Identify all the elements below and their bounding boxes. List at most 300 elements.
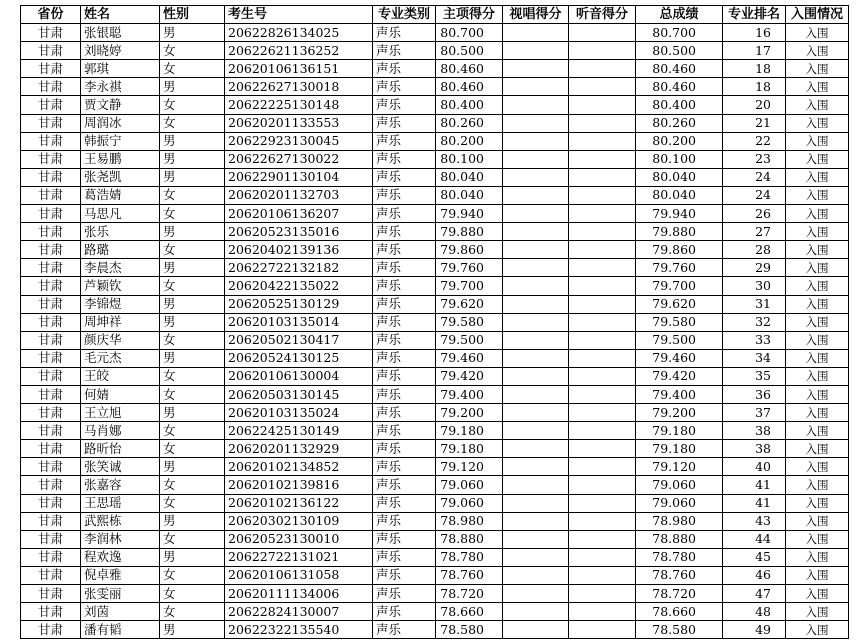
cell-sight-singing: [503, 241, 569, 259]
cell-major: 声乐: [373, 512, 436, 530]
cell-major: 声乐: [373, 385, 436, 403]
cell-sight-singing: [503, 78, 569, 96]
cell-status: 入围: [786, 367, 849, 385]
cell-total: 80.100: [636, 150, 723, 168]
cell-status: 入围: [786, 530, 849, 548]
cell-gender: 女: [160, 440, 225, 458]
cell-total: 80.040: [636, 168, 723, 186]
cell-ear-training: [569, 512, 636, 530]
cell-ear-training: [569, 585, 636, 603]
header-name: 姓名: [81, 6, 160, 24]
cell-rank: 41: [723, 494, 786, 512]
cell-rank: 21: [723, 114, 786, 132]
cell-name: 韩振宁: [81, 132, 160, 150]
cell-major: 声乐: [373, 585, 436, 603]
cell-total: 79.940: [636, 205, 723, 223]
cell-name: 王思瑶: [81, 494, 160, 512]
cell-status: 入围: [786, 241, 849, 259]
table-row: [21, 548, 849, 566]
cell-ear-training: [569, 458, 636, 476]
cell-status: 入围: [786, 476, 849, 494]
header-status: 入围情况: [786, 6, 849, 24]
cell-gender: 男: [160, 621, 225, 639]
table-row: [21, 241, 849, 259]
table-row: [21, 60, 849, 78]
cell-main-score: 79.420: [436, 367, 503, 385]
cell-name: 李锦煜: [81, 295, 160, 313]
cell-exam-id: 20620103135024: [225, 404, 373, 422]
cell-exam-id: 20622722131021: [225, 548, 373, 566]
cell-total: 79.120: [636, 458, 723, 476]
header-gender: 性别: [160, 6, 225, 24]
cell-rank: 38: [723, 440, 786, 458]
cell-major: 声乐: [373, 223, 436, 241]
cell-status: 入围: [786, 42, 849, 60]
cell-main-score: 79.580: [436, 313, 503, 331]
cell-name: 李润林: [81, 530, 160, 548]
cell-gender: 男: [160, 78, 225, 96]
cell-main-score: 80.460: [436, 78, 503, 96]
cell-main-score: 78.780: [436, 548, 503, 566]
cell-sight-singing: [503, 530, 569, 548]
cell-sight-singing: [503, 205, 569, 223]
cell-major: 声乐: [373, 42, 436, 60]
cell-province: 甘肃: [21, 60, 81, 78]
cell-name: 倪卓雅: [81, 566, 160, 584]
cell-gender: 女: [160, 585, 225, 603]
cell-total: 80.200: [636, 132, 723, 150]
cell-province: 甘肃: [21, 186, 81, 204]
cell-total: 79.180: [636, 440, 723, 458]
table-row: [21, 295, 849, 313]
cell-major: 声乐: [373, 422, 436, 440]
cell-name: 王立旭: [81, 404, 160, 422]
cell-major: 声乐: [373, 277, 436, 295]
header-ear-training: 听音得分: [569, 6, 636, 24]
cell-ear-training: [569, 223, 636, 241]
cell-main-score: 78.760: [436, 566, 503, 584]
cell-main-score: 78.720: [436, 585, 503, 603]
cell-province: 甘肃: [21, 313, 81, 331]
cell-rank: 31: [723, 295, 786, 313]
cell-total: 80.400: [636, 96, 723, 114]
cell-exam-id: 20620106136151: [225, 60, 373, 78]
cell-ear-training: [569, 259, 636, 277]
cell-exam-id: 20622826134025: [225, 24, 373, 42]
cell-province: 甘肃: [21, 150, 81, 168]
cell-gender: 男: [160, 259, 225, 277]
table-row: [21, 259, 849, 277]
cell-sight-singing: [503, 440, 569, 458]
cell-exam-id: 20620102134852: [225, 458, 373, 476]
cell-exam-id: 20620422135022: [225, 277, 373, 295]
cell-major: 声乐: [373, 205, 436, 223]
cell-status: 入围: [786, 78, 849, 96]
cell-province: 甘肃: [21, 132, 81, 150]
cell-rank: 30: [723, 277, 786, 295]
cell-ear-training: [569, 530, 636, 548]
cell-sight-singing: [503, 385, 569, 403]
cell-gender: 男: [160, 24, 225, 42]
cell-status: 入围: [786, 440, 849, 458]
cell-total: 79.400: [636, 385, 723, 403]
cell-major: 声乐: [373, 241, 436, 259]
cell-province: 甘肃: [21, 295, 81, 313]
cell-exam-id: 20620523135016: [225, 223, 373, 241]
cell-exam-id: 20620525130129: [225, 295, 373, 313]
cell-province: 甘肃: [21, 404, 81, 422]
cell-sight-singing: [503, 132, 569, 150]
cell-name: 李晨杰: [81, 259, 160, 277]
table-row: [21, 603, 849, 621]
cell-ear-training: [569, 313, 636, 331]
cell-exam-id: 20622923130045: [225, 132, 373, 150]
cell-major: 声乐: [373, 96, 436, 114]
table-row: [21, 621, 849, 639]
cell-status: 入围: [786, 349, 849, 367]
cell-name: 程欢逸: [81, 548, 160, 566]
cell-status: 入围: [786, 132, 849, 150]
results-table: [20, 5, 849, 639]
cell-major: 声乐: [373, 168, 436, 186]
cell-major: 声乐: [373, 24, 436, 42]
cell-main-score: 80.400: [436, 96, 503, 114]
cell-province: 甘肃: [21, 566, 81, 584]
cell-name: 张银聪: [81, 24, 160, 42]
cell-exam-id: 20622425130149: [225, 422, 373, 440]
cell-sight-singing: [503, 313, 569, 331]
cell-exam-id: 20622627130018: [225, 78, 373, 96]
cell-ear-training: [569, 132, 636, 150]
cell-main-score: 78.580: [436, 621, 503, 639]
cell-ear-training: [569, 621, 636, 639]
cell-exam-id: 20622322135540: [225, 621, 373, 639]
cell-rank: 48: [723, 603, 786, 621]
cell-rank: 27: [723, 223, 786, 241]
cell-name: 路昕怡: [81, 440, 160, 458]
cell-rank: 46: [723, 566, 786, 584]
cell-exam-id: 20620106131058: [225, 566, 373, 584]
cell-total: 79.180: [636, 422, 723, 440]
table-row: [21, 476, 849, 494]
cell-name: 郭琪: [81, 60, 160, 78]
cell-name: 张笑诚: [81, 458, 160, 476]
cell-exam-id: 20620102139816: [225, 476, 373, 494]
cell-sight-singing: [503, 494, 569, 512]
cell-province: 甘肃: [21, 603, 81, 621]
cell-main-score: 79.460: [436, 349, 503, 367]
cell-name: 路璐: [81, 241, 160, 259]
cell-rank: 28: [723, 241, 786, 259]
cell-major: 声乐: [373, 331, 436, 349]
cell-gender: 男: [160, 132, 225, 150]
cell-province: 甘肃: [21, 78, 81, 96]
cell-ear-training: [569, 331, 636, 349]
cell-gender: 女: [160, 96, 225, 114]
cell-total: 79.200: [636, 404, 723, 422]
cell-gender: 男: [160, 313, 225, 331]
cell-major: 声乐: [373, 132, 436, 150]
table-row: [21, 349, 849, 367]
cell-total: 79.760: [636, 259, 723, 277]
cell-main-score: 80.460: [436, 60, 503, 78]
cell-status: 入围: [786, 24, 849, 42]
cell-total: 78.760: [636, 566, 723, 584]
table-row: [21, 367, 849, 385]
cell-sight-singing: [503, 223, 569, 241]
header-main-score: 主项得分: [436, 6, 503, 24]
cell-rank: 20: [723, 96, 786, 114]
cell-gender: 女: [160, 422, 225, 440]
cell-status: 入围: [786, 150, 849, 168]
cell-sight-singing: [503, 259, 569, 277]
cell-province: 甘肃: [21, 585, 81, 603]
cell-province: 甘肃: [21, 223, 81, 241]
cell-total: 78.980: [636, 512, 723, 530]
cell-rank: 44: [723, 530, 786, 548]
cell-status: 入围: [786, 422, 849, 440]
cell-main-score: 80.100: [436, 150, 503, 168]
cell-exam-id: 20622225130148: [225, 96, 373, 114]
table-row: [21, 385, 849, 403]
cell-ear-training: [569, 422, 636, 440]
cell-major: 声乐: [373, 548, 436, 566]
cell-ear-training: [569, 24, 636, 42]
cell-main-score: 80.260: [436, 114, 503, 132]
table-row: [21, 277, 849, 295]
cell-province: 甘肃: [21, 259, 81, 277]
cell-name: 贾文静: [81, 96, 160, 114]
cell-major: 声乐: [373, 259, 436, 277]
cell-name: 周润冰: [81, 114, 160, 132]
cell-rank: 32: [723, 313, 786, 331]
cell-main-score: 79.060: [436, 476, 503, 494]
header-rank: 专业排名: [723, 6, 786, 24]
cell-status: 入围: [786, 114, 849, 132]
cell-sight-singing: [503, 114, 569, 132]
cell-major: 声乐: [373, 404, 436, 422]
cell-name: 颜庆华: [81, 331, 160, 349]
cell-province: 甘肃: [21, 476, 81, 494]
table-row: [21, 168, 849, 186]
cell-status: 入围: [786, 385, 849, 403]
cell-name: 武熙栋: [81, 512, 160, 530]
cell-exam-id: 20620201132929: [225, 440, 373, 458]
cell-sight-singing: [503, 277, 569, 295]
cell-name: 刘茵: [81, 603, 160, 621]
cell-gender: 女: [160, 367, 225, 385]
cell-ear-training: [569, 42, 636, 60]
cell-status: 入围: [786, 585, 849, 603]
cell-rank: 47: [723, 585, 786, 603]
cell-sight-singing: [503, 168, 569, 186]
cell-gender: 男: [160, 404, 225, 422]
cell-major: 声乐: [373, 114, 436, 132]
cell-name: 周坤祥: [81, 313, 160, 331]
table-row: [21, 132, 849, 150]
cell-sight-singing: [503, 42, 569, 60]
cell-major: 声乐: [373, 150, 436, 168]
header-province: 省份: [21, 6, 81, 24]
table-row: [21, 114, 849, 132]
table-row: [21, 422, 849, 440]
cell-major: 声乐: [373, 603, 436, 621]
cell-status: 入围: [786, 494, 849, 512]
cell-exam-id: 20622824130007: [225, 603, 373, 621]
cell-ear-training: [569, 548, 636, 566]
cell-ear-training: [569, 277, 636, 295]
cell-exam-id: 20622722132182: [225, 259, 373, 277]
cell-status: 入围: [786, 458, 849, 476]
cell-main-score: 80.040: [436, 186, 503, 204]
cell-total: 78.580: [636, 621, 723, 639]
table-row: [21, 42, 849, 60]
table-row: [21, 404, 849, 422]
cell-gender: 女: [160, 385, 225, 403]
cell-name: 刘晓婷: [81, 42, 160, 60]
cell-status: 入围: [786, 60, 849, 78]
cell-main-score: 79.400: [436, 385, 503, 403]
cell-name: 张嘉容: [81, 476, 160, 494]
table-row: [21, 585, 849, 603]
cell-exam-id: 20620502130417: [225, 331, 373, 349]
cell-main-score: 79.940: [436, 205, 503, 223]
cell-sight-singing: [503, 603, 569, 621]
cell-ear-training: [569, 168, 636, 186]
cell-gender: 男: [160, 458, 225, 476]
cell-status: 入围: [786, 512, 849, 530]
cell-gender: 女: [160, 60, 225, 78]
cell-sight-singing: [503, 295, 569, 313]
cell-total: 78.720: [636, 585, 723, 603]
cell-major: 声乐: [373, 349, 436, 367]
cell-rank: 40: [723, 458, 786, 476]
cell-rank: 18: [723, 78, 786, 96]
cell-status: 入围: [786, 259, 849, 277]
cell-status: 入围: [786, 566, 849, 584]
cell-ear-training: [569, 60, 636, 78]
table-row: [21, 331, 849, 349]
cell-rank: 22: [723, 132, 786, 150]
cell-total: 80.040: [636, 186, 723, 204]
cell-exam-id: 20620103135014: [225, 313, 373, 331]
cell-sight-singing: [503, 60, 569, 78]
cell-sight-singing: [503, 349, 569, 367]
cell-major: 声乐: [373, 313, 436, 331]
cell-gender: 男: [160, 349, 225, 367]
cell-sight-singing: [503, 621, 569, 639]
cell-name: 马肖娜: [81, 422, 160, 440]
cell-province: 甘肃: [21, 241, 81, 259]
cell-total: 79.460: [636, 349, 723, 367]
cell-province: 甘肃: [21, 458, 81, 476]
cell-major: 声乐: [373, 60, 436, 78]
cell-total: 80.500: [636, 42, 723, 60]
cell-gender: 女: [160, 205, 225, 223]
cell-ear-training: [569, 476, 636, 494]
cell-exam-id: 20622627130022: [225, 150, 373, 168]
cell-status: 入围: [786, 404, 849, 422]
cell-gender: 女: [160, 530, 225, 548]
cell-main-score: 78.980: [436, 512, 503, 530]
cell-gender: 女: [160, 476, 225, 494]
cell-main-score: 78.880: [436, 530, 503, 548]
cell-rank: 29: [723, 259, 786, 277]
cell-rank: 35: [723, 367, 786, 385]
cell-main-score: 79.120: [436, 458, 503, 476]
cell-status: 入围: [786, 96, 849, 114]
cell-rank: 45: [723, 548, 786, 566]
cell-rank: 16: [723, 24, 786, 42]
cell-major: 声乐: [373, 621, 436, 639]
cell-ear-training: [569, 440, 636, 458]
cell-sight-singing: [503, 367, 569, 385]
table-row: [21, 150, 849, 168]
cell-main-score: 79.060: [436, 494, 503, 512]
cell-exam-id: 20622901130104: [225, 168, 373, 186]
header-major: 专业类别: [373, 6, 436, 24]
cell-total: 79.880: [636, 223, 723, 241]
cell-status: 入围: [786, 621, 849, 639]
cell-main-score: 80.700: [436, 24, 503, 42]
table-row: [21, 78, 849, 96]
cell-sight-singing: [503, 96, 569, 114]
table-row: [21, 313, 849, 331]
cell-gender: 女: [160, 331, 225, 349]
cell-total: 80.260: [636, 114, 723, 132]
cell-name: 潘有韬: [81, 621, 160, 639]
cell-exam-id: 20620524130125: [225, 349, 373, 367]
cell-rank: 38: [723, 422, 786, 440]
cell-rank: 18: [723, 60, 786, 78]
cell-status: 入围: [786, 205, 849, 223]
cell-gender: 男: [160, 295, 225, 313]
cell-major: 声乐: [373, 566, 436, 584]
table-row: [21, 96, 849, 114]
cell-ear-training: [569, 603, 636, 621]
table-row: [21, 512, 849, 530]
cell-total: 78.880: [636, 530, 723, 548]
cell-gender: 男: [160, 223, 225, 241]
cell-name: 芦颖钦: [81, 277, 160, 295]
cell-name: 毛元杰: [81, 349, 160, 367]
cell-status: 入围: [786, 168, 849, 186]
cell-rank: 17: [723, 42, 786, 60]
cell-exam-id: 20620201132703: [225, 186, 373, 204]
header-exam-id: 考生号: [225, 6, 373, 24]
cell-name: 张雯丽: [81, 585, 160, 603]
cell-sight-singing: [503, 458, 569, 476]
table-row: [21, 530, 849, 548]
cell-sight-singing: [503, 512, 569, 530]
cell-ear-training: [569, 241, 636, 259]
cell-main-score: 79.860: [436, 241, 503, 259]
cell-ear-training: [569, 78, 636, 96]
cell-total: 79.060: [636, 494, 723, 512]
cell-major: 声乐: [373, 367, 436, 385]
header-sight-singing: 视唱得分: [503, 6, 569, 24]
cell-total: 79.700: [636, 277, 723, 295]
cell-province: 甘肃: [21, 530, 81, 548]
cell-gender: 女: [160, 494, 225, 512]
cell-province: 甘肃: [21, 621, 81, 639]
cell-rank: 36: [723, 385, 786, 403]
cell-name: 李永祺: [81, 78, 160, 96]
cell-main-score: 80.040: [436, 168, 503, 186]
cell-exam-id: 20620106136207: [225, 205, 373, 223]
cell-ear-training: [569, 404, 636, 422]
cell-exam-id: 20620106130004: [225, 367, 373, 385]
